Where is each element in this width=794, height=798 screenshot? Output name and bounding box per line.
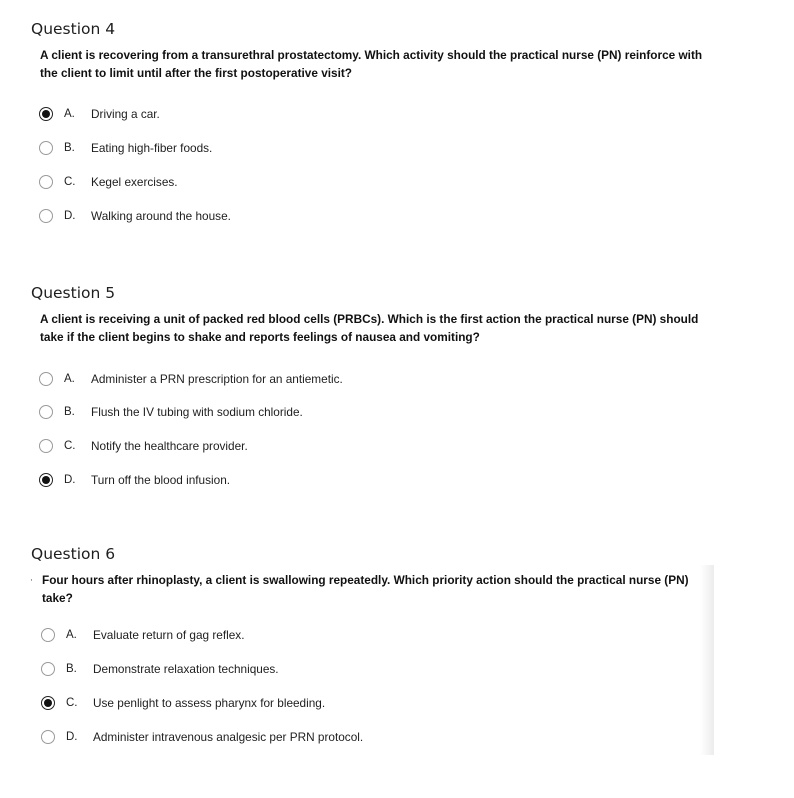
option-text: Demonstrate relaxation techniques. bbox=[93, 662, 279, 676]
radio-button[interactable] bbox=[39, 107, 53, 121]
radio-button[interactable] bbox=[41, 628, 55, 642]
option-d[interactable] bbox=[39, 470, 539, 490]
option-letter: B. bbox=[64, 142, 75, 154]
option-text: Use penlight to assess pharynx for bleeding. bbox=[93, 696, 326, 710]
radio-button[interactable] bbox=[39, 141, 53, 155]
question-stem: A client is receiving a unit of packed red blood cells (PRBCs). Which is the first action the practical nurse (PN) should take if the client begins to shake and reports feelings of nausea and vomiting? bbox=[40, 312, 699, 344]
radio-button[interactable] bbox=[39, 473, 53, 487]
option-text: Administer a PRN prescription for an antiemetic. bbox=[91, 372, 343, 386]
radio-button[interactable] bbox=[39, 439, 53, 453]
option-letter: D. bbox=[64, 474, 76, 486]
option-text: Administer intravenous analgesic per PRN protocol. bbox=[93, 730, 364, 744]
option-letter: C. bbox=[64, 440, 76, 452]
option-letter: B. bbox=[64, 406, 75, 418]
option-text: Eating high-fiber foods. bbox=[91, 141, 213, 155]
option-letter: D. bbox=[66, 731, 78, 743]
option-b[interactable] bbox=[39, 138, 539, 158]
option-text: Walking around the house. bbox=[91, 209, 231, 223]
option-a[interactable] bbox=[41, 625, 541, 645]
option-text: Kegel exercises. bbox=[91, 175, 178, 189]
option-c[interactable] bbox=[39, 172, 539, 192]
option-d[interactable] bbox=[39, 206, 539, 226]
radio-button[interactable] bbox=[39, 405, 53, 419]
option-letter: A. bbox=[64, 108, 75, 120]
option-text: Driving a car. bbox=[91, 107, 160, 121]
option-letter: C. bbox=[66, 697, 78, 709]
option-letter: A. bbox=[66, 629, 77, 641]
option-letter: B. bbox=[66, 663, 77, 675]
option-c[interactable] bbox=[41, 693, 541, 713]
option-d[interactable] bbox=[41, 727, 541, 747]
option-b[interactable] bbox=[39, 402, 539, 422]
radio-button[interactable] bbox=[41, 662, 55, 676]
panel-edge-shadow bbox=[700, 565, 714, 755]
radio-button[interactable] bbox=[39, 175, 53, 189]
option-a[interactable] bbox=[39, 104, 539, 124]
option-c[interactable] bbox=[39, 436, 539, 456]
option-text: Evaluate return of gag reflex. bbox=[93, 628, 245, 642]
bullet-mark: · bbox=[30, 576, 33, 586]
option-b[interactable] bbox=[41, 659, 541, 679]
question-stem: Four hours after rhinoplasty, a client is swallowing repeatedly. Which priority action should the practical nurse (PN) take? bbox=[42, 573, 689, 605]
option-letter: A. bbox=[64, 373, 75, 385]
question-title: Question 5 bbox=[31, 284, 116, 302]
radio-button[interactable] bbox=[41, 696, 55, 710]
radio-button[interactable] bbox=[39, 209, 53, 223]
question-stem: A client is recovering from a transurethral prostatectomy. Which activity should the practical nurse (PN) reinforce with the client to limit until after the first postoperative visit? bbox=[40, 48, 703, 80]
option-letter: D. bbox=[64, 210, 76, 222]
radio-button[interactable] bbox=[39, 372, 53, 386]
option-a[interactable] bbox=[39, 369, 539, 389]
option-text: Flush the IV tubing with sodium chloride. bbox=[91, 405, 303, 419]
question-title: Question 6 bbox=[31, 545, 116, 563]
question-title: Question 4 bbox=[31, 20, 116, 38]
radio-button[interactable] bbox=[41, 730, 55, 744]
option-letter: C. bbox=[64, 176, 76, 188]
option-text: Turn off the blood infusion. bbox=[91, 473, 231, 487]
option-text: Notify the healthcare provider. bbox=[91, 439, 248, 453]
